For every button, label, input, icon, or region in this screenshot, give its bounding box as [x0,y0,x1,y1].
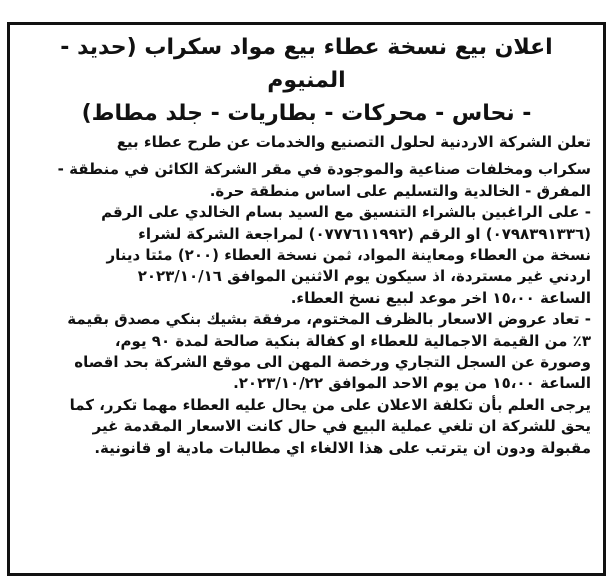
coordination-line: (٠٧٩٨٣٩١٣٣٦) او الرقم (٠٧٧٧٦١١٩٩٢) لمراجعة الشركة لشراء [138,224,591,243]
closing-line: مقبولة ودون ان يترتب على هذا الالغاء اي مطالبات مادية او قانونية. [94,438,591,457]
intro-line: سكراب ومخلفات صناعية والموجودة في مقر الشركة الكائن في منطقة - [57,160,591,179]
closing-line: يرجى العلم بأن تكلفة الاعلان على من يحال عليه العطاء مهما تكرر، كما [69,395,591,414]
submission-line: ٣٪ من القيمة الاجمالية للعطاء او كفالة بنكية صالحة لمدة ٩٠ يوم، [114,331,591,350]
intro-line: تعلن الشركة الاردنية لحلول التصنيع والخدمات عن طرح عطاء بيع [116,133,591,151]
submission-line: الساعة ١٥،٠٠ من يوم الاحد الموافق ٢٠٢٣/١٠/٢٢. [233,374,591,393]
intro-line: المفرق - الخالدية والتسليم على اساس منطقة حرة. [209,181,591,200]
coordination-line: نسخة من العطاء ومعاينة المواد، ثمن نسخة العطاء (٢٠٠) مئتا دينار [106,246,591,265]
notice-title [22,31,591,130]
notice-title-line-2: - نحاس - محركات - بطاريات - جلد مطاط) [81,101,532,126]
closing-line: يحق للشركة ان تلغي عملية البيع في حال كانت الاسعار المقدمة غير [92,417,591,436]
coordination-line: - على الراغبين بالشراء التنسيق مع السيد بسام الخالدي على الرقم [101,203,591,222]
tender-notice-frame [7,22,606,576]
coordination-line: الساعة ١٥،٠٠ اخر موعد لبيع نسخ العطاء. [290,288,591,307]
coordination-line: اردني غير مستردة، اذ سيكون يوم الاثنين الموافق ٢٠٢٣/١٠/١٦ [137,267,591,286]
coordination-paragraph [22,202,591,309]
submission-line: - تعاد عروض الاسعار بالظرف المختوم، مرفقة بشيك بنكي مصدق بقيمة [67,310,591,329]
notice-title-line-1: اعلان بيع نسخة عطاء بيع مواد سكراب (حديد - المنيوم [60,35,553,93]
submission-paragraph [22,309,591,395]
submission-line: وصورة عن السجل التجاري ورخصة المهن الى موقع الشركة بحد اقصاه [74,353,591,372]
intro-paragraph [22,132,591,202]
closing-paragraph [22,395,591,459]
